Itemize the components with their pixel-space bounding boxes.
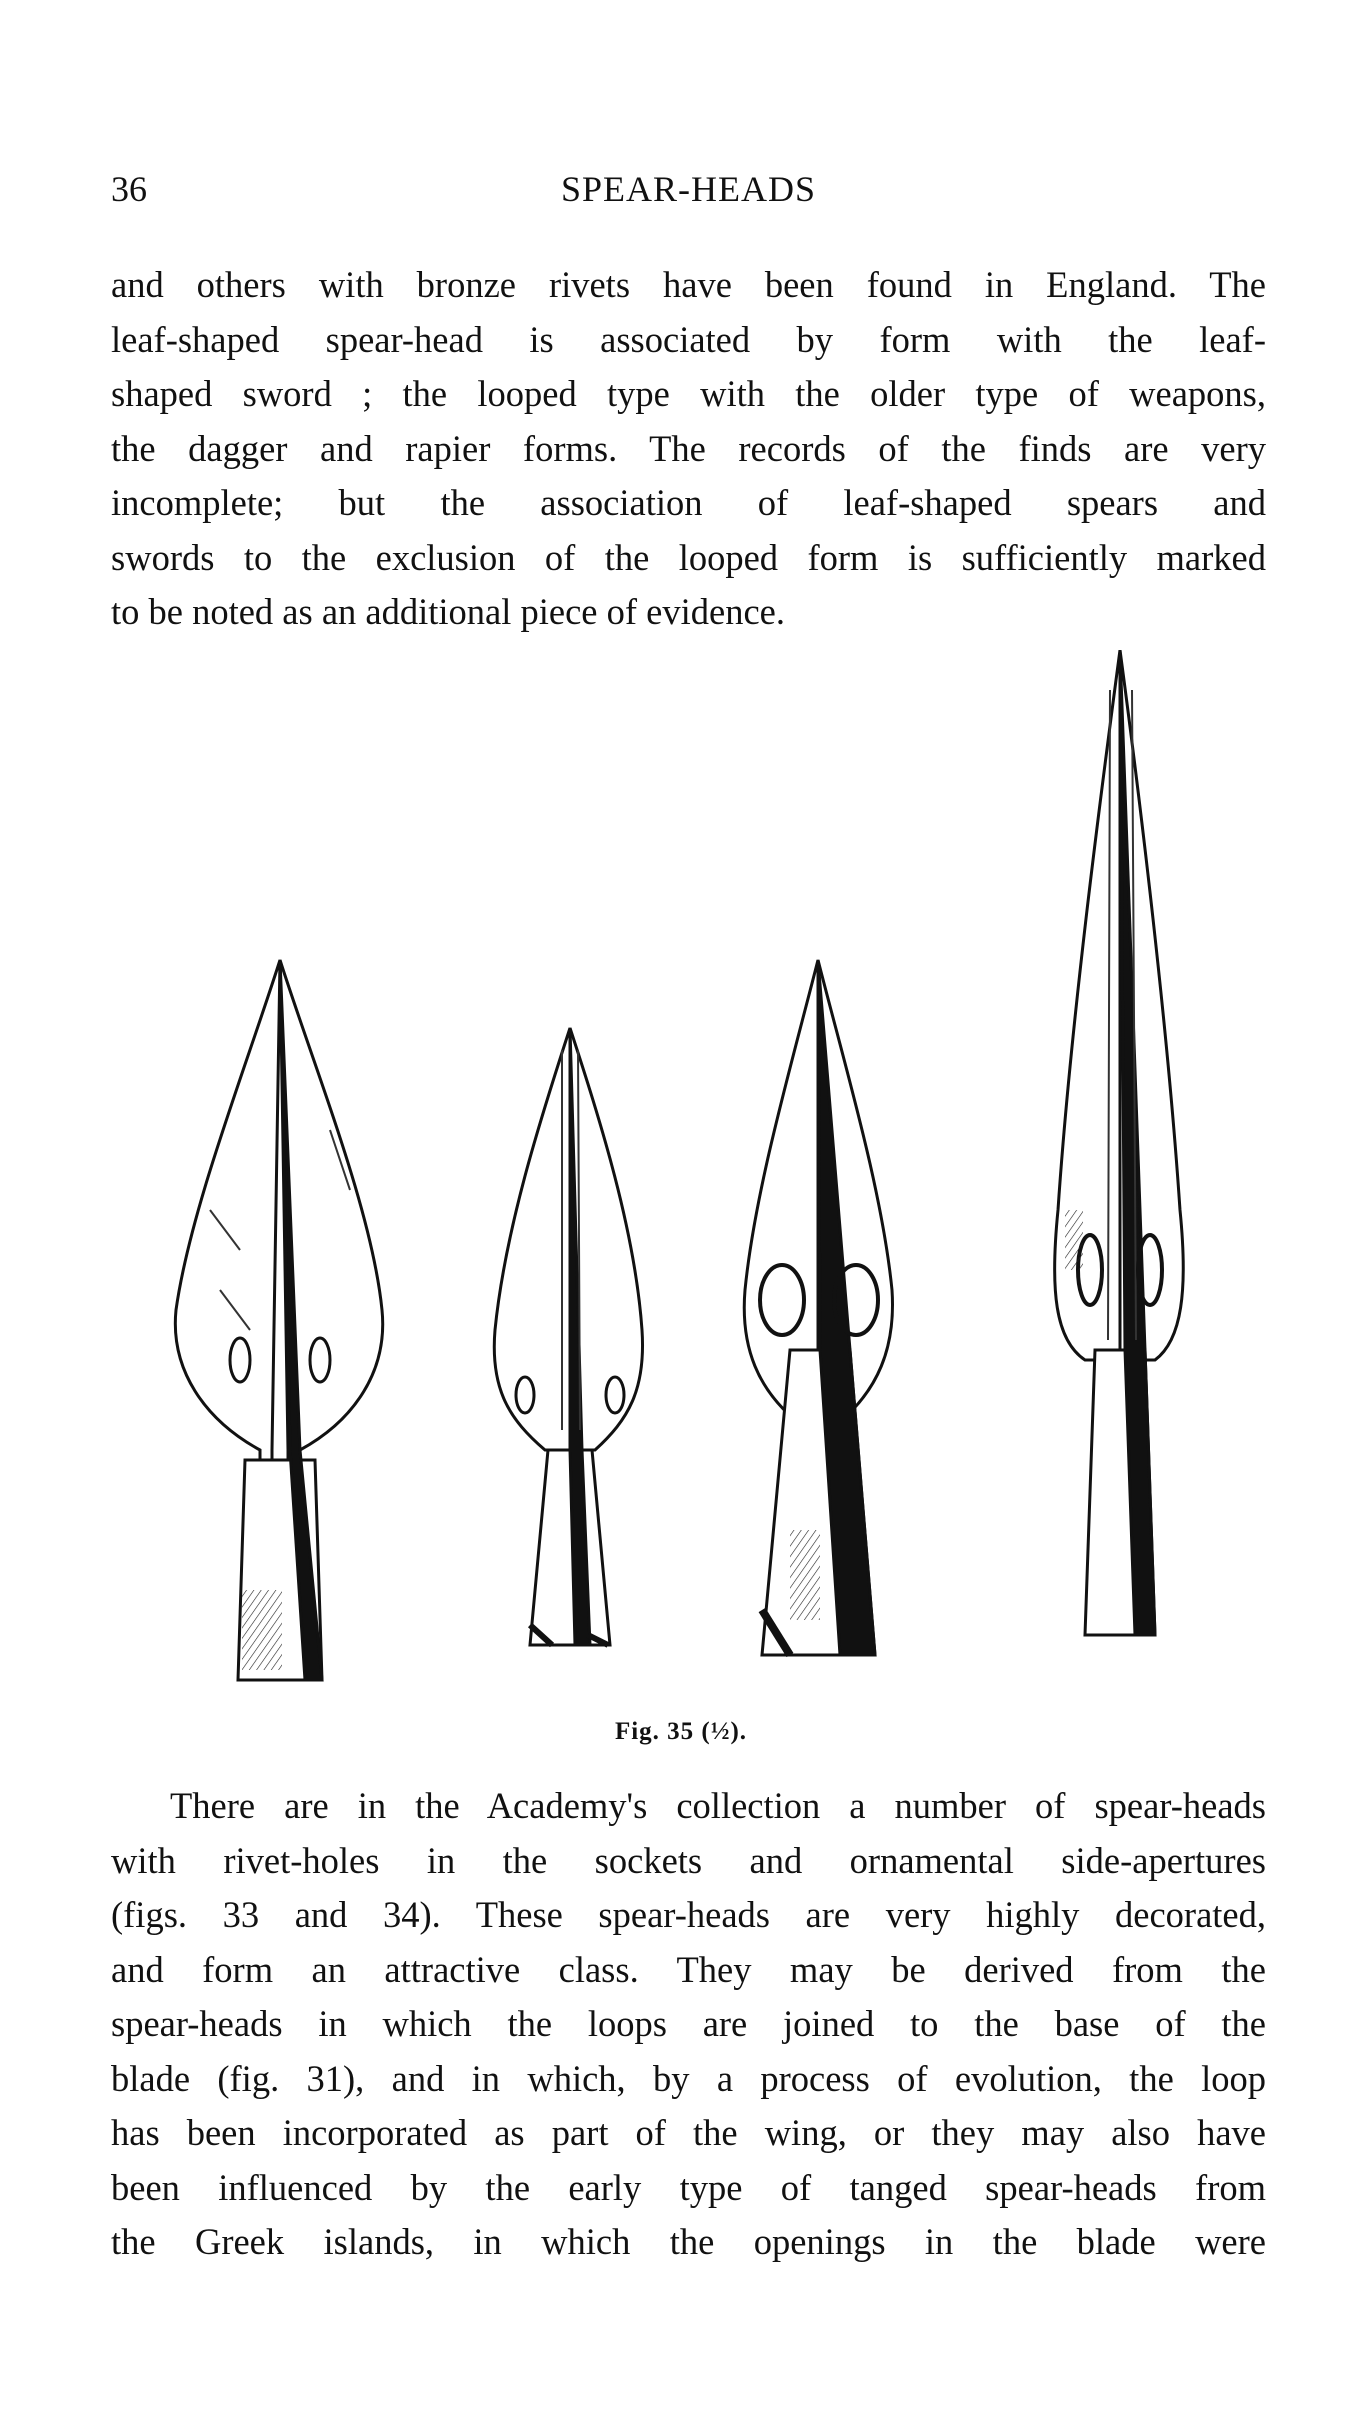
figure-caption: Fig. 35 (½). (614, 1718, 748, 1745)
spear-head-2 (494, 1028, 642, 1645)
text-line: the dagger and rapier forms. The records of the finds are very (111, 427, 1266, 469)
page-title: SPEAR-HEADS (560, 169, 817, 209)
text-line: to be noted as an additional piece of evidence. (111, 591, 785, 632)
paragraph-top (111, 258, 1266, 640)
text-line: has been incorporated as part of the wing, or they may also have (111, 2112, 1266, 2153)
text-line: incomplete; but the association of leaf-shaped spears and (111, 482, 1266, 523)
spear-head-4 (1055, 650, 1184, 1635)
text-line: the Greek islands, in which the openings in the blade were (111, 2221, 1266, 2262)
spear-head-3 (744, 960, 892, 1655)
spear-heads-illustration (150, 650, 1260, 1710)
text-line: swords to the exclusion of the looped form is sufficiently marked (111, 536, 1266, 578)
text-line: spear-heads in which the loops are joined to the base of the (111, 2003, 1266, 2044)
text-line: and others with bronze rivets have been found in England. The (111, 264, 1266, 305)
text-line: been influenced by the early type of tanged spear-heads from (111, 2166, 1266, 2208)
text-line: leaf-shaped spear-head is associated by form with the leaf- (111, 318, 1266, 360)
page-number: 36 (111, 169, 147, 209)
spear-head-1 (175, 960, 382, 1680)
text-line: (figs. 33 and 34). These spear-heads are very highly decorated, (111, 1894, 1266, 1935)
text-line: blade (fig. 31), and in which, by a process of evolution, the loop (111, 2057, 1266, 2099)
text-line: and form an attractive class. They may be derived from the (111, 1948, 1266, 1990)
text-line: with rivet-holes in the sockets and ornamental side-apertures (111, 1839, 1266, 1881)
text-line: There are in the Academy's collection a number of spear-heads (170, 1785, 1266, 1826)
running-head (111, 168, 1266, 218)
paragraph-bottom (111, 1779, 1266, 2270)
text-line: shaped sword ; the looped type with the older type of weapons, (111, 373, 1266, 414)
